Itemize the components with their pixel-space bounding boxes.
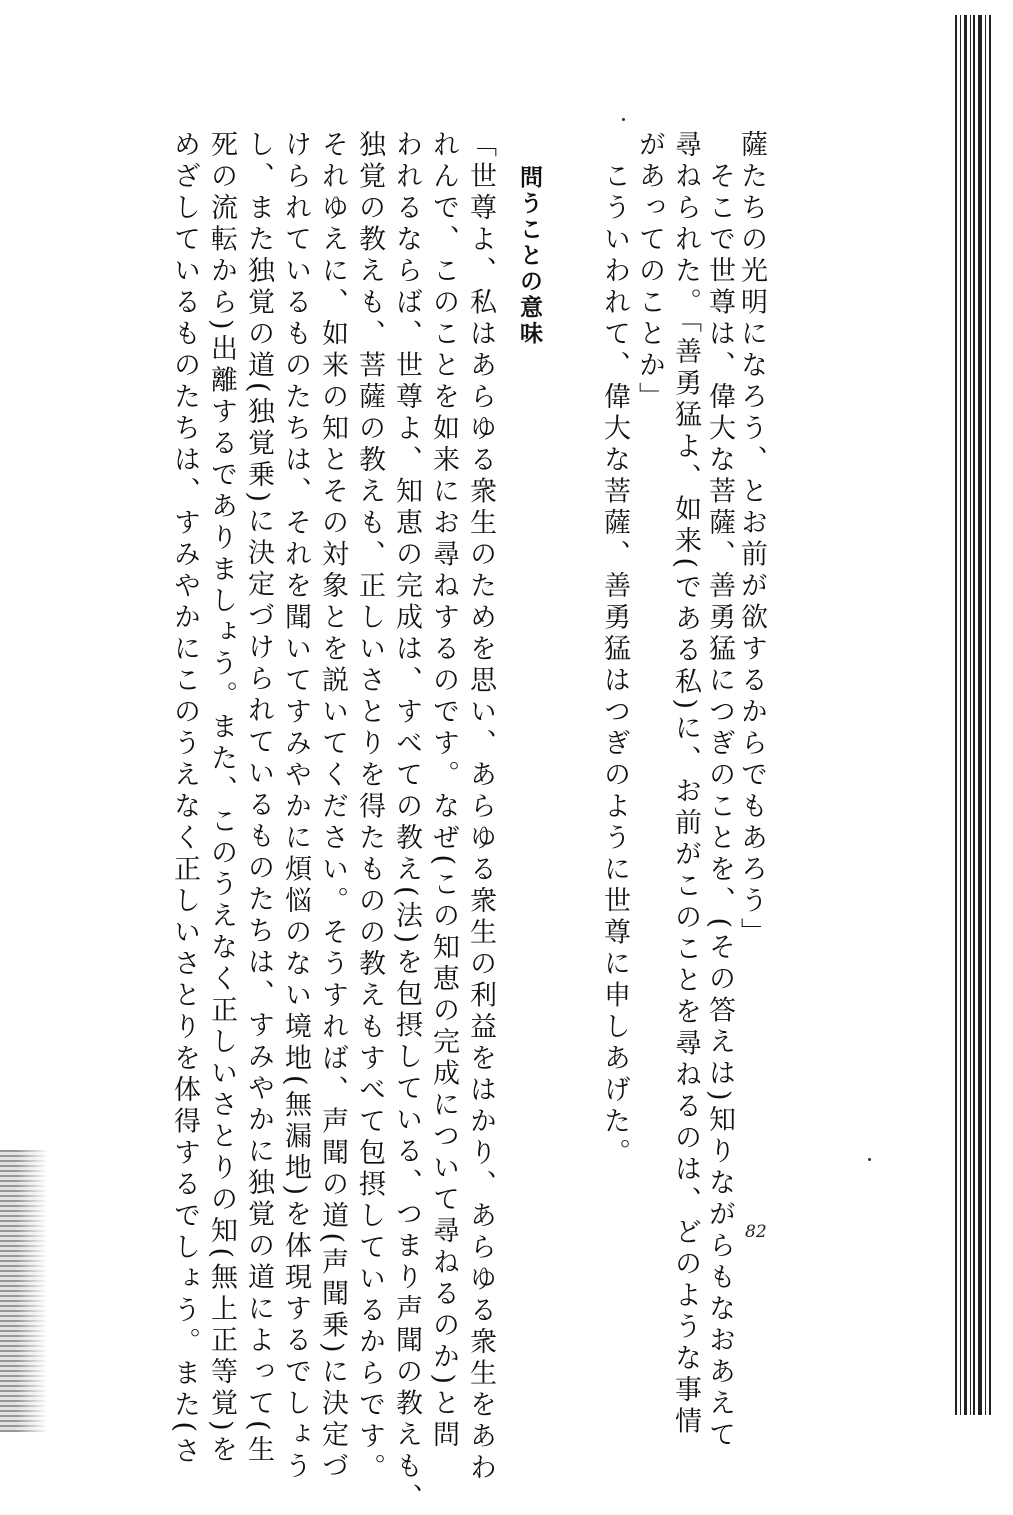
text-line-7: れんで、このことを如来にお尋ねするのです。なぜ(この知恵の完成について尋ねるのか)と問 (428, 130, 459, 1452)
text-line-4: があってのことか」 (634, 130, 665, 414)
text-line-2: そこで世尊は、偉大な菩薩、善勇猛につぎのことを、(その答えは)知りながらもなおあえて (704, 130, 735, 1452)
text-line-8: われるならば、世尊よ、知恵の完成は、すべての教え(法)を包摂している、つまり声聞の教えも、 (391, 130, 422, 1515)
text-line-12: し、また独覚の道(独覚乗)に決定づけられているものたちは、すみやかに独覚の道によって(生 (243, 130, 274, 1467)
speck (868, 1158, 871, 1161)
text-line-6: 「世尊よ、私はあらゆる衆生のためを思い、あらゆる衆生の利益をはかり、あらゆる衆生をあわ (465, 130, 496, 1485)
text-line-14: めざしているものたちは、すみやかにこのうえなく正しいさとりを体得するでしょう。また(さ (169, 130, 200, 1469)
section-heading: 問うことの意味 (516, 165, 542, 347)
text-line-3: 尋ねられた。「善勇猛よ、如来(である私)に、お前がこのことを尋ねるのは、どのような事情 (670, 130, 701, 1439)
text-line-5: こういわれて、偉大な菩薩、善勇猛はつぎのように世尊に申しあげた。 (599, 130, 630, 1170)
text-line-9: 独覚の教えも、菩薩の教えも、正しいさとりを得たものの教えもすべて包摂しているからです。 (354, 130, 385, 1485)
page-number: 82 (745, 1222, 767, 1242)
text-line-1: 薩たちの光明になろう、とお前が欲するからでもあろう」 (736, 130, 767, 949)
binding-edge-lines (955, 15, 995, 1415)
text-line-13: 死の流転から)出離するでありましょう。また、このうえなく正しいさとりの知(無上正等覚)を (206, 130, 237, 1467)
text-line-10: それゆえに、如来の知とその対象とを説いてください。そうすれば、声聞の道(声聞乗)に決定づ (317, 130, 348, 1484)
scan-noise (0, 1150, 48, 1432)
speck (622, 118, 625, 121)
text-line-11: けられているものたちは、それを聞いてすみやかに煩悩のない境地(無漏地)を体現するでしょう (280, 130, 311, 1484)
